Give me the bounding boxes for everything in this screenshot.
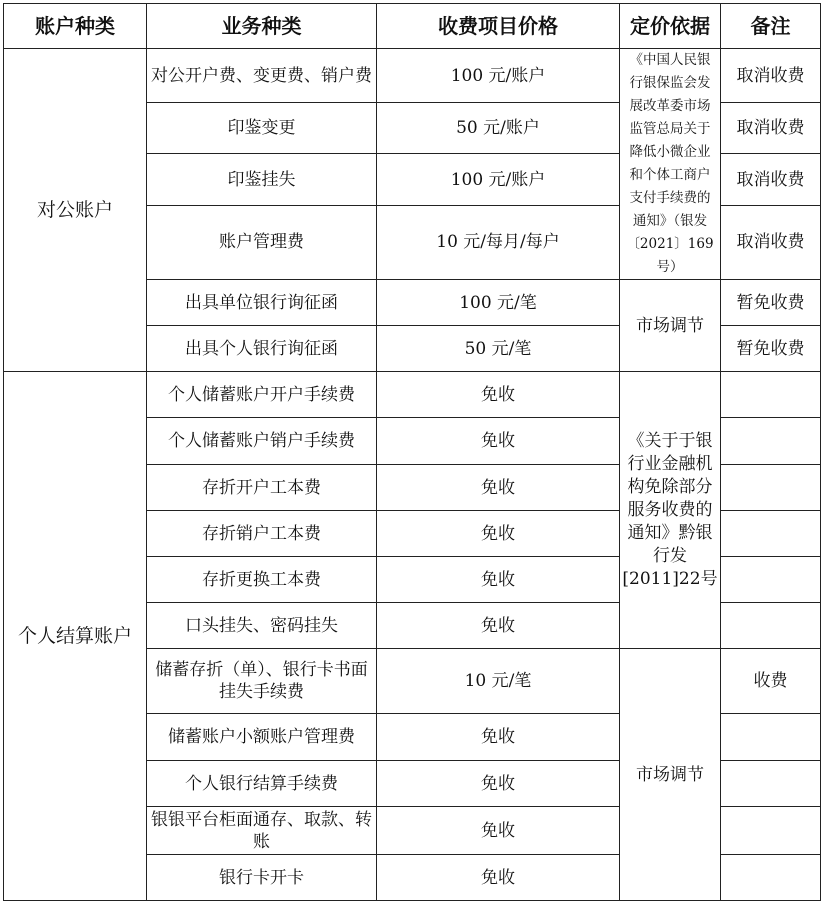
price-cell: 50 元/账户 (377, 103, 620, 154)
note-cell: 暂免收费 (721, 280, 821, 326)
business-cell: 出具个人银行询征函 (147, 326, 377, 372)
price-cell: 免收 (377, 372, 620, 418)
price-cell: 免收 (377, 714, 620, 761)
business-cell: 账户管理费 (147, 205, 377, 279)
header-pricing-basis: 定价依据 (620, 4, 721, 49)
price-cell: 免收 (377, 855, 620, 901)
pricing-basis-corporate-policy: 《中国人民银行银保监会发展改革委市场监管总局关于降低小微企业和个体工商户支付手续费的通知》（银发〔2021〕169 号） (620, 49, 721, 280)
business-cell: 出具单位银行询征函 (147, 280, 377, 326)
business-cell: 银银平台柜面通存、取款、转账 (147, 807, 377, 855)
note-cell: 取消收费 (721, 49, 821, 103)
business-cell: 个人储蓄账户销户手续费 (147, 418, 377, 465)
business-cell: 个人银行结算手续费 (147, 761, 377, 807)
pricing-basis-corporate-market: 市场调节 (620, 280, 721, 372)
price-cell: 免收 (377, 418, 620, 465)
note-cell (721, 418, 821, 465)
note-cell (721, 761, 821, 807)
note-cell (721, 372, 821, 418)
business-cell: 存折销户工本费 (147, 511, 377, 557)
table-row (4, 372, 821, 418)
note-cell (721, 465, 821, 511)
price-cell: 免收 (377, 807, 620, 855)
note-cell: 取消收费 (721, 103, 821, 154)
business-cell: 对公开户费、变更费、销户费 (147, 49, 377, 103)
fee-table (3, 3, 821, 901)
header-row (4, 4, 821, 49)
pricing-basis-personal-policy: 《关于于银行业金融机构免除部分服务收费的通知》黔银行发[2011]22号 (620, 372, 721, 649)
business-cell: 印鉴挂失 (147, 154, 377, 205)
business-cell: 存折开户工本费 (147, 465, 377, 511)
business-cell: 口头挂失、密码挂失 (147, 603, 377, 649)
note-cell (721, 557, 821, 603)
note-cell: 暂免收费 (721, 326, 821, 372)
price-cell: 100 元/账户 (377, 154, 620, 205)
business-cell: 个人储蓄账户开户手续费 (147, 372, 377, 418)
header-account-type: 账户种类 (4, 4, 147, 49)
header-business-type: 业务种类 (147, 4, 377, 49)
business-cell: 储蓄账户小额账户管理费 (147, 714, 377, 761)
price-cell: 免收 (377, 557, 620, 603)
price-cell: 免收 (377, 761, 620, 807)
pricing-basis-personal-market: 市场调节 (620, 649, 721, 901)
price-cell: 100 元/笔 (377, 280, 620, 326)
note-cell: 取消收费 (721, 154, 821, 205)
note-cell (721, 855, 821, 901)
price-cell: 免收 (377, 465, 620, 511)
note-cell (721, 714, 821, 761)
account-type-corporate: 对公账户 (4, 49, 147, 372)
note-cell: 取消收费 (721, 205, 821, 279)
price-cell: 免收 (377, 511, 620, 557)
business-cell: 储蓄存折（单）、银行卡书面挂失手续费 (147, 649, 377, 714)
header-remarks: 备注 (721, 4, 821, 49)
business-cell: 印鉴变更 (147, 103, 377, 154)
business-cell: 存折更换工本费 (147, 557, 377, 603)
account-type-personal: 个人结算账户 (4, 372, 147, 901)
price-cell: 10 元/每月/每户 (377, 205, 620, 279)
note-cell (721, 603, 821, 649)
price-cell: 50 元/笔 (377, 326, 620, 372)
note-cell: 收费 (721, 649, 821, 714)
header-fee-price: 收费项目价格 (377, 4, 620, 49)
price-cell: 100 元/账户 (377, 49, 620, 103)
note-cell (721, 807, 821, 855)
note-cell (721, 511, 821, 557)
price-cell: 免收 (377, 603, 620, 649)
table-row (4, 49, 821, 103)
business-cell: 银行卡开卡 (147, 855, 377, 901)
price-cell: 10 元/笔 (377, 649, 620, 714)
